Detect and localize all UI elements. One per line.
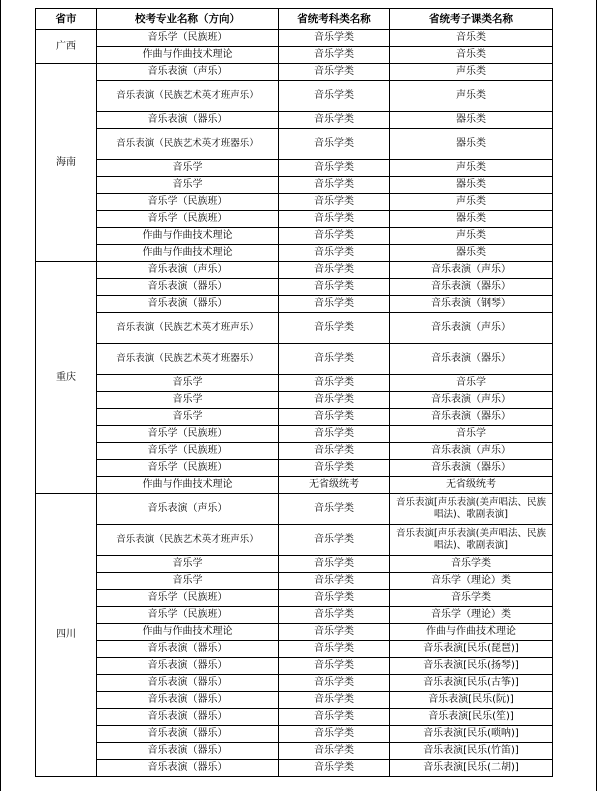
exam-subcategory-cell: 音乐表演[民乐(扬琴)]	[390, 658, 553, 675]
exam-category-cell: 无省级统考	[279, 477, 390, 494]
table-row	[36, 477, 553, 494]
exam-category-cell: 音乐学类	[279, 194, 390, 211]
exam-subcategory-cell: 音乐学	[390, 426, 553, 443]
table-row	[36, 160, 553, 177]
table-row	[36, 47, 553, 64]
exam-category-cell: 音乐学类	[279, 47, 390, 64]
province-cell: 重庆	[36, 262, 97, 494]
table-row	[36, 556, 553, 573]
exam-category-cell: 音乐学类	[279, 641, 390, 658]
exam-subcategory-cell: 音乐表演[民乐(唢呐)]	[390, 726, 553, 743]
exam-subcategory-cell: 音乐表演[民乐(琵琶)]	[390, 641, 553, 658]
table-row	[36, 313, 553, 344]
exam-category-cell: 音乐学类	[279, 64, 390, 81]
exam-subcategory-cell: 音乐表演[民乐(笙)]	[390, 709, 553, 726]
exam-category-cell: 音乐学类	[279, 262, 390, 279]
major-cell: 音乐表演（器乐）	[97, 641, 279, 658]
table-row	[36, 525, 553, 556]
exam-category-cell: 音乐学类	[279, 709, 390, 726]
exam-subcategory-cell: 声乐类	[390, 64, 553, 81]
exam-subcategory-cell: 音乐类	[390, 47, 553, 64]
header-major: 校考专业名称（方向）	[97, 9, 279, 30]
exam-category-cell: 音乐学类	[279, 112, 390, 129]
exam-category-cell: 音乐学类	[279, 245, 390, 262]
table-row	[36, 460, 553, 477]
major-cell: 音乐学	[97, 375, 279, 392]
exam-subcategory-cell: 音乐学（理论）类	[390, 607, 553, 624]
exam-category-cell: 音乐学类	[279, 129, 390, 160]
exam-category-cell: 音乐学类	[279, 460, 390, 477]
exam-category-cell: 音乐学类	[279, 344, 390, 375]
header-exam-subcategory: 省统考子课类名称	[390, 9, 553, 30]
major-cell: 作曲与作曲技术理论	[97, 47, 279, 64]
exam-subcategory-cell: 音乐表演（器乐）	[390, 460, 553, 477]
exam-category-cell: 音乐学类	[279, 525, 390, 556]
table-row	[36, 211, 553, 228]
exam-subcategory-cell: 音乐表演（器乐）	[390, 409, 553, 426]
major-cell: 音乐学（民族班）	[97, 590, 279, 607]
exam-subcategory-cell: 音乐表演（声乐）	[390, 262, 553, 279]
major-cell: 音乐表演（器乐）	[97, 112, 279, 129]
exam-category-cell: 音乐学类	[279, 426, 390, 443]
exam-subcategory-cell: 音乐表演（声乐）	[390, 443, 553, 460]
exam-category-cell: 音乐学类	[279, 177, 390, 194]
major-cell: 音乐表演（民族艺术英才班声乐）	[97, 313, 279, 344]
table-body	[36, 30, 553, 777]
major-cell: 音乐表演（声乐）	[97, 64, 279, 81]
major-cell: 音乐学（民族班）	[97, 460, 279, 477]
major-cell: 音乐表演（声乐）	[97, 494, 279, 525]
exam-subcategory-cell: 声乐类	[390, 194, 553, 211]
exam-subcategory-cell: 器乐类	[390, 129, 553, 160]
exam-subcategory-cell: 音乐表演（器乐）	[390, 279, 553, 296]
major-cell: 音乐学	[97, 409, 279, 426]
exam-category-cell: 音乐学类	[279, 726, 390, 743]
major-cell: 音乐学（民族班）	[97, 30, 279, 47]
major-cell: 音乐学	[97, 573, 279, 590]
table-row	[36, 177, 553, 194]
exam-subcategory-cell: 音乐学	[390, 375, 553, 392]
table-row	[36, 692, 553, 709]
table-row	[36, 81, 553, 112]
table-row	[36, 590, 553, 607]
exam-category-cell: 音乐学类	[279, 607, 390, 624]
table-row	[36, 375, 553, 392]
major-cell: 音乐表演（器乐）	[97, 658, 279, 675]
exam-category-cell: 音乐学类	[279, 692, 390, 709]
table-row	[36, 726, 553, 743]
table-row	[36, 709, 553, 726]
major-cell: 音乐表演（器乐）	[97, 279, 279, 296]
exam-subcategory-cell: 音乐表演[民乐(竹笛)]	[390, 743, 553, 760]
table-row	[36, 129, 553, 160]
exam-category-cell: 音乐学类	[279, 590, 390, 607]
exam-category-cell: 音乐学类	[279, 160, 390, 177]
exam-subcategory-cell: 器乐类	[390, 177, 553, 194]
exam-category-cell: 音乐学类	[279, 296, 390, 313]
exam-subcategory-cell: 声乐类	[390, 228, 553, 245]
exam-subcategory-cell: 音乐表演（声乐）	[390, 392, 553, 409]
exam-category-cell: 音乐学类	[279, 760, 390, 777]
table-row	[36, 64, 553, 81]
major-cell: 音乐表演（器乐）	[97, 743, 279, 760]
exam-subcategory-cell: 音乐表演（钢琴）	[390, 296, 553, 313]
exam-category-cell: 音乐学类	[279, 279, 390, 296]
table-row	[36, 279, 553, 296]
table-row	[36, 494, 553, 525]
exam-subcategory-cell: 音乐学类	[390, 590, 553, 607]
major-cell: 音乐表演（民族艺术英才班器乐）	[97, 129, 279, 160]
header-exam-category: 省统考科类名称	[279, 9, 390, 30]
table-row	[36, 443, 553, 460]
major-cell: 音乐学（民族班）	[97, 426, 279, 443]
table-row	[36, 112, 553, 129]
major-cell: 音乐学	[97, 177, 279, 194]
exam-category-cell: 音乐学类	[279, 30, 390, 47]
table-row	[36, 409, 553, 426]
major-cell: 音乐学（民族班）	[97, 443, 279, 460]
table-header-row	[36, 9, 553, 30]
major-cell: 音乐学	[97, 556, 279, 573]
major-cell: 音乐学	[97, 392, 279, 409]
exam-subcategory-cell: 器乐类	[390, 112, 553, 129]
exam-category-cell: 音乐学类	[279, 211, 390, 228]
exam-subcategory-cell: 音乐表演[民乐(古筝)]	[390, 675, 553, 692]
table-row	[36, 194, 553, 211]
major-cell: 音乐表演（器乐）	[97, 726, 279, 743]
major-cell: 音乐表演（器乐）	[97, 692, 279, 709]
major-cell: 音乐表演（民族艺术英才班器乐）	[97, 344, 279, 375]
exam-category-cell: 音乐学类	[279, 624, 390, 641]
exam-category-cell: 音乐学类	[279, 392, 390, 409]
major-cell: 音乐表演（民族艺术英才班声乐）	[97, 525, 279, 556]
major-cell: 音乐学（民族班）	[97, 194, 279, 211]
exam-category-cell: 音乐学类	[279, 556, 390, 573]
exam-category-cell: 音乐学类	[279, 443, 390, 460]
exam-category-cell: 音乐学类	[279, 658, 390, 675]
exam-category-cell: 音乐学类	[279, 313, 390, 344]
table-row	[36, 607, 553, 624]
exam-subcategory-cell: 音乐表演[声乐表演(美声唱法、民族唱法)、歌剧表演]	[390, 525, 553, 556]
major-cell: 音乐表演（器乐）	[97, 760, 279, 777]
exam-category-cell: 音乐学类	[279, 409, 390, 426]
table-row	[36, 675, 553, 692]
admission-table	[35, 8, 553, 777]
table-row	[36, 426, 553, 443]
table-row	[36, 245, 553, 262]
exam-subcategory-cell: 音乐类	[390, 30, 553, 47]
exam-subcategory-cell: 音乐学类	[390, 556, 553, 573]
exam-subcategory-cell: 器乐类	[390, 245, 553, 262]
major-cell: 音乐表演（器乐）	[97, 675, 279, 692]
exam-subcategory-cell: 声乐类	[390, 160, 553, 177]
table-row	[36, 573, 553, 590]
exam-subcategory-cell: 声乐类	[390, 81, 553, 112]
major-cell: 作曲与作曲技术理论	[97, 624, 279, 641]
exam-category-cell: 音乐学类	[279, 375, 390, 392]
header-province: 省市	[36, 9, 97, 30]
exam-category-cell: 音乐学类	[279, 494, 390, 525]
province-cell: 海南	[36, 64, 97, 262]
major-cell: 作曲与作曲技术理论	[97, 228, 279, 245]
major-cell: 作曲与作曲技术理论	[97, 477, 279, 494]
exam-subcategory-cell: 音乐表演[声乐表演(美声唱法、民族唱法)、歌剧表演]	[390, 494, 553, 525]
table-row	[36, 262, 553, 279]
major-cell: 音乐表演（民族艺术英才班声乐）	[97, 81, 279, 112]
exam-category-cell: 音乐学类	[279, 743, 390, 760]
exam-category-cell: 音乐学类	[279, 81, 390, 112]
exam-category-cell: 音乐学类	[279, 675, 390, 692]
major-cell: 音乐表演（器乐）	[97, 296, 279, 313]
exam-subcategory-cell: 无省级统考	[390, 477, 553, 494]
exam-subcategory-cell: 音乐表演[民乐(二胡)]	[390, 760, 553, 777]
table-row	[36, 392, 553, 409]
exam-subcategory-cell: 音乐表演（器乐）	[390, 344, 553, 375]
exam-subcategory-cell: 作曲与作曲技术理论	[390, 624, 553, 641]
major-cell: 音乐表演（声乐）	[97, 262, 279, 279]
table-row	[36, 658, 553, 675]
table-row	[36, 296, 553, 313]
major-cell: 作曲与作曲技术理论	[97, 245, 279, 262]
province-cell: 广西	[36, 30, 97, 64]
major-cell: 音乐学（民族班）	[97, 607, 279, 624]
major-cell: 音乐学	[97, 160, 279, 177]
table-row	[36, 743, 553, 760]
exam-category-cell: 音乐学类	[279, 228, 390, 245]
table-row	[36, 624, 553, 641]
exam-subcategory-cell: 音乐学（理论）类	[390, 573, 553, 590]
table-row	[36, 344, 553, 375]
exam-subcategory-cell: 音乐表演（声乐）	[390, 313, 553, 344]
table-row	[36, 760, 553, 777]
major-cell: 音乐表演（器乐）	[97, 709, 279, 726]
exam-subcategory-cell: 器乐类	[390, 211, 553, 228]
exam-subcategory-cell: 音乐表演[民乐(阮)]	[390, 692, 553, 709]
exam-category-cell: 音乐学类	[279, 573, 390, 590]
table-row	[36, 228, 553, 245]
major-cell: 音乐学（民族班）	[97, 211, 279, 228]
province-cell: 四川	[36, 494, 97, 777]
table-row	[36, 30, 553, 47]
table-row	[36, 641, 553, 658]
